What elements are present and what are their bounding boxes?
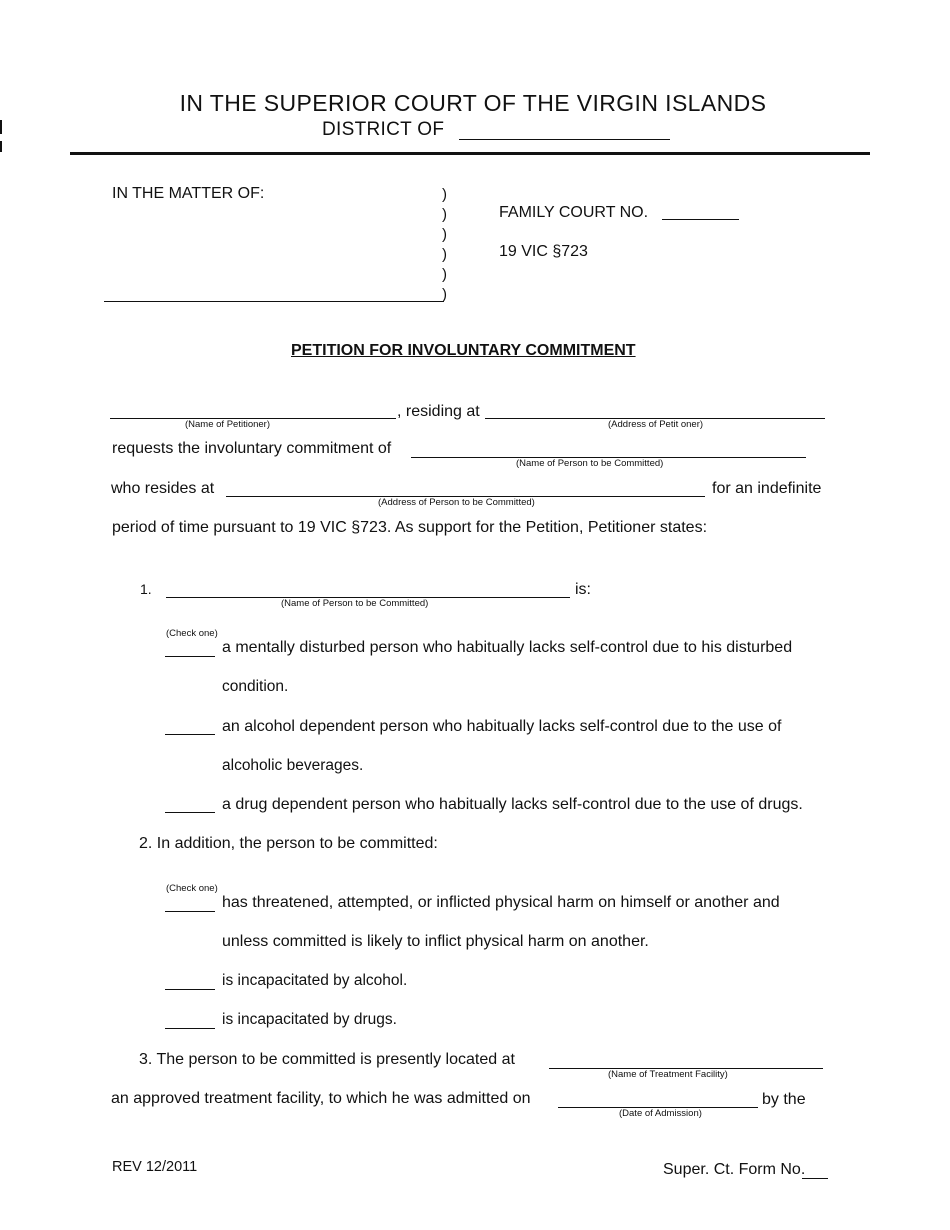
revision-label: REV 12/2011 — [112, 1159, 198, 1175]
form-number-label: Super. Ct. Form No. — [663, 1161, 806, 1178]
caption-paren: ) — [442, 286, 447, 303]
matter-name-field[interactable] — [104, 301, 444, 302]
by-the-text: by the — [762, 1091, 806, 1108]
court-title: IN THE SUPERIOR COURT OF THE VIRGIN ISLANDS — [179, 90, 767, 116]
caption-paren: ) — [442, 266, 447, 283]
item2-option1-text: has threatened, attempted, or inflicted physical harm on himself or another and — [222, 894, 780, 911]
residing-at-label: , residing at — [397, 403, 480, 420]
item1-option1-text: a mentally disturbed person who habitually lacks self-control due to his disturbed — [222, 639, 793, 656]
person-committed-address-caption: (Address of Person to be Committed) — [378, 497, 535, 508]
item2-option1-text-cont: unless committed is likely to inflict physical harm on another. — [222, 933, 649, 950]
item2-check-one: (Check one) — [166, 883, 218, 894]
district-field[interactable] — [459, 139, 670, 140]
margin-mark — [0, 141, 2, 152]
petitioner-name-caption: (Name of Petitioner) — [185, 419, 271, 430]
item2-option2-checkbox[interactable] — [165, 989, 215, 990]
person-committed-name-caption: (Name of Person to be Committed) — [516, 458, 664, 469]
header-rule — [70, 152, 870, 155]
item1-option1-checkbox[interactable] — [165, 656, 215, 657]
caption-paren: ) — [442, 206, 447, 223]
item1-option2-text: an alcohol dependent person who habitually lacks self-control due to the use of — [222, 718, 782, 735]
item1-option2-checkbox[interactable] — [165, 734, 215, 735]
item1-is-label: is: — [575, 581, 591, 598]
treatment-facility-caption: (Name of Treatment Facility) — [608, 1069, 728, 1080]
district-label: DISTRICT OF — [322, 119, 445, 140]
item1-check-one: (Check one) — [166, 628, 218, 639]
item3-text: 3. The person to be committed is presently located at — [139, 1051, 515, 1068]
item1-number: 1. — [140, 581, 152, 597]
caption-paren: ) — [442, 226, 447, 243]
form-number-field[interactable] — [802, 1178, 828, 1179]
admitted-text: an approved treatment facility, to which he was admitted on — [111, 1090, 531, 1107]
item2-option2-text: is incapacitated by alcohol. — [222, 972, 408, 989]
item2-option3-text: is incapacitated by drugs. — [222, 1011, 397, 1028]
statute-reference: 19 VIC §723 — [499, 243, 588, 260]
indefinite-label: for an indefinite — [712, 480, 822, 497]
family-court-label: FAMILY COURT NO. — [499, 204, 649, 221]
admission-date-caption: (Date of Admission) — [619, 1108, 702, 1119]
margin-mark — [0, 120, 2, 134]
matter-label: IN THE MATTER OF: — [112, 185, 265, 202]
item1-option3-checkbox[interactable] — [165, 812, 215, 813]
item1-option2-text-cont: alcoholic beverages. — [222, 757, 364, 774]
item2-option1-checkbox[interactable] — [165, 911, 215, 912]
who-resides-label: who resides at — [111, 480, 215, 497]
family-court-number-field[interactable] — [662, 219, 739, 220]
requests-text: requests the involuntary commitment of — [112, 440, 392, 457]
item1-name-caption: (Name of Person to be Committed) — [281, 598, 429, 609]
item1-option1-text-cont: condition. — [222, 678, 289, 695]
caption-paren: ) — [442, 186, 447, 203]
period-text: period of time pursuant to 19 VIC §723. As support for the Petition, Petitioner states: — [112, 519, 708, 536]
item1-option3-text: a drug dependent person who habitually lacks self-control due to the use of drugs. — [222, 796, 803, 813]
petitioner-address-caption: (Address of Petit oner) — [608, 419, 704, 430]
item2-heading: 2. In addition, the person to be committed: — [139, 835, 438, 852]
form-title: PETITION FOR INVOLUNTARY COMMITMENT — [291, 342, 636, 359]
caption-paren: ) — [442, 246, 447, 263]
item2-option3-checkbox[interactable] — [165, 1028, 215, 1029]
